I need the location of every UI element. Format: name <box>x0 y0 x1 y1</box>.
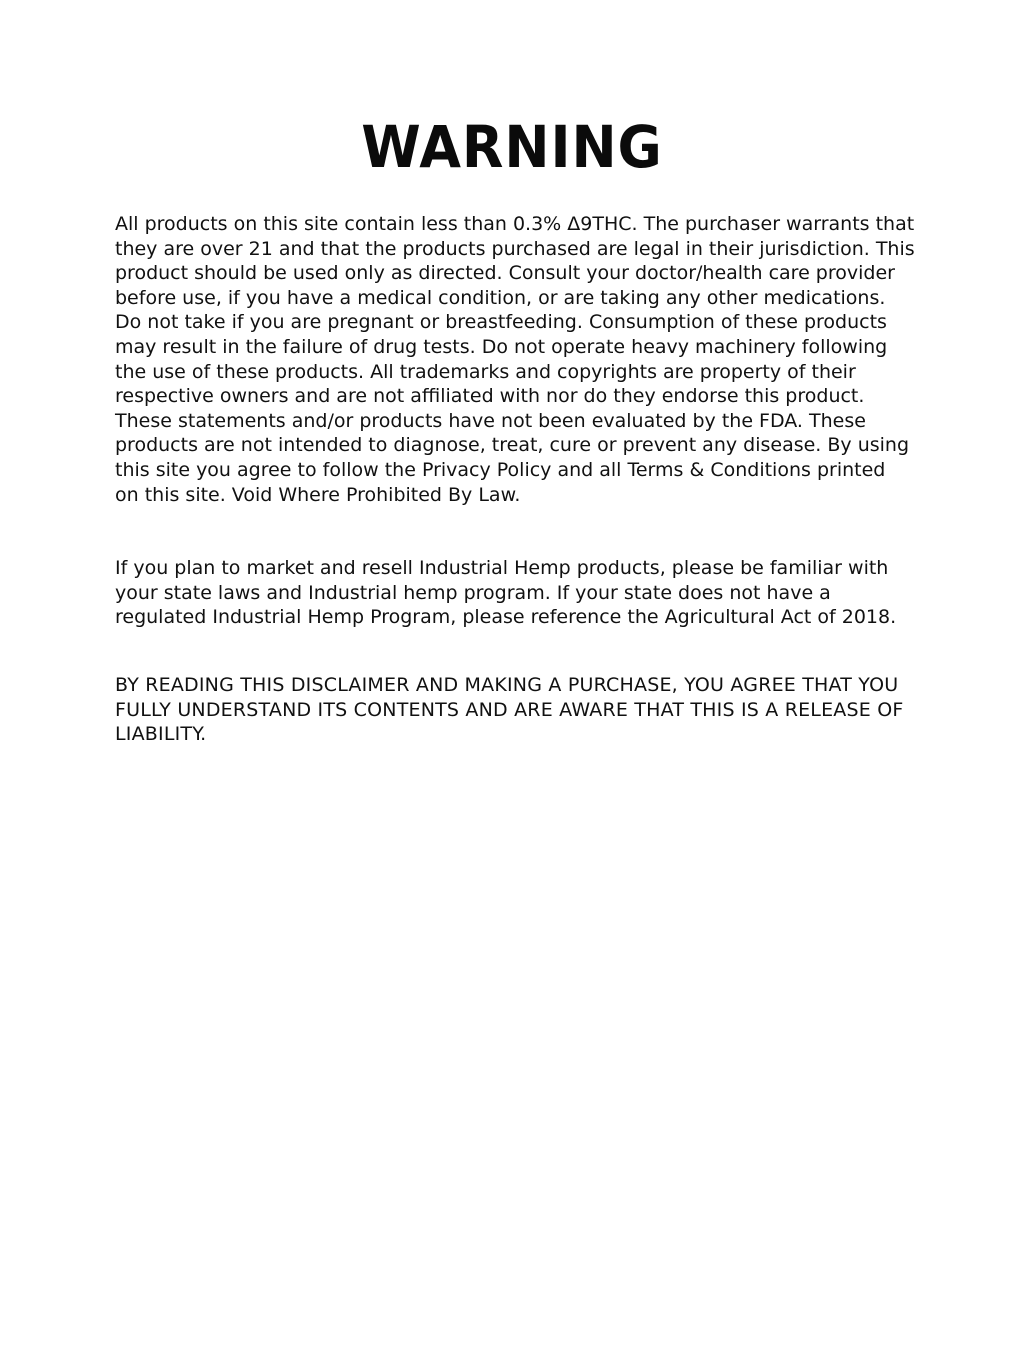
release-of-liability-paragraph: BY READING THIS DISCLAIMER AND MAKING A PURCHASE, YOU AGREE THAT YOU FULLY UNDERSTAND ITS CONTENTS AND ARE AWARE THAT THIS IS A RELEASE OF LIABILITY. <box>115 674 904 746</box>
hemp-resale-paragraph: If you plan to market and resell Industrial Hemp products, please be familiar with your state laws and Industrial hemp program. If your state does not have a regulated Industrial Hemp Program, please reference the Agricultural Act of 2018. <box>115 557 897 629</box>
document-title: WARNING <box>361 113 663 181</box>
disclaimer-paragraph: All products on this site contain less than 0.3% Δ9THC. The purchaser warrants that they are over 21 and that the products purchased are legal in their jurisdiction. This product should be used only as directed. Consult your doctor/health care provider before use, if you have a medical condition, or are taking any other medications. Do not take if you are pregnant or breastfeeding. Consumption of these products may result in the failure of drug tests. Do not operate heavy machinery following the use of these products. All trademarks and copyrights are property of their respective owners and are not affiliated with nor do they endorse this product. These statements and/or products have not been evaluated by the FDA. These products are not intended to diagnose, treat, cure or prevent any disease. By using this site you agree to follow the Privacy Policy and all Terms & Conditions printed on this site. Void Where Prohibited By Law. <box>115 213 915 506</box>
